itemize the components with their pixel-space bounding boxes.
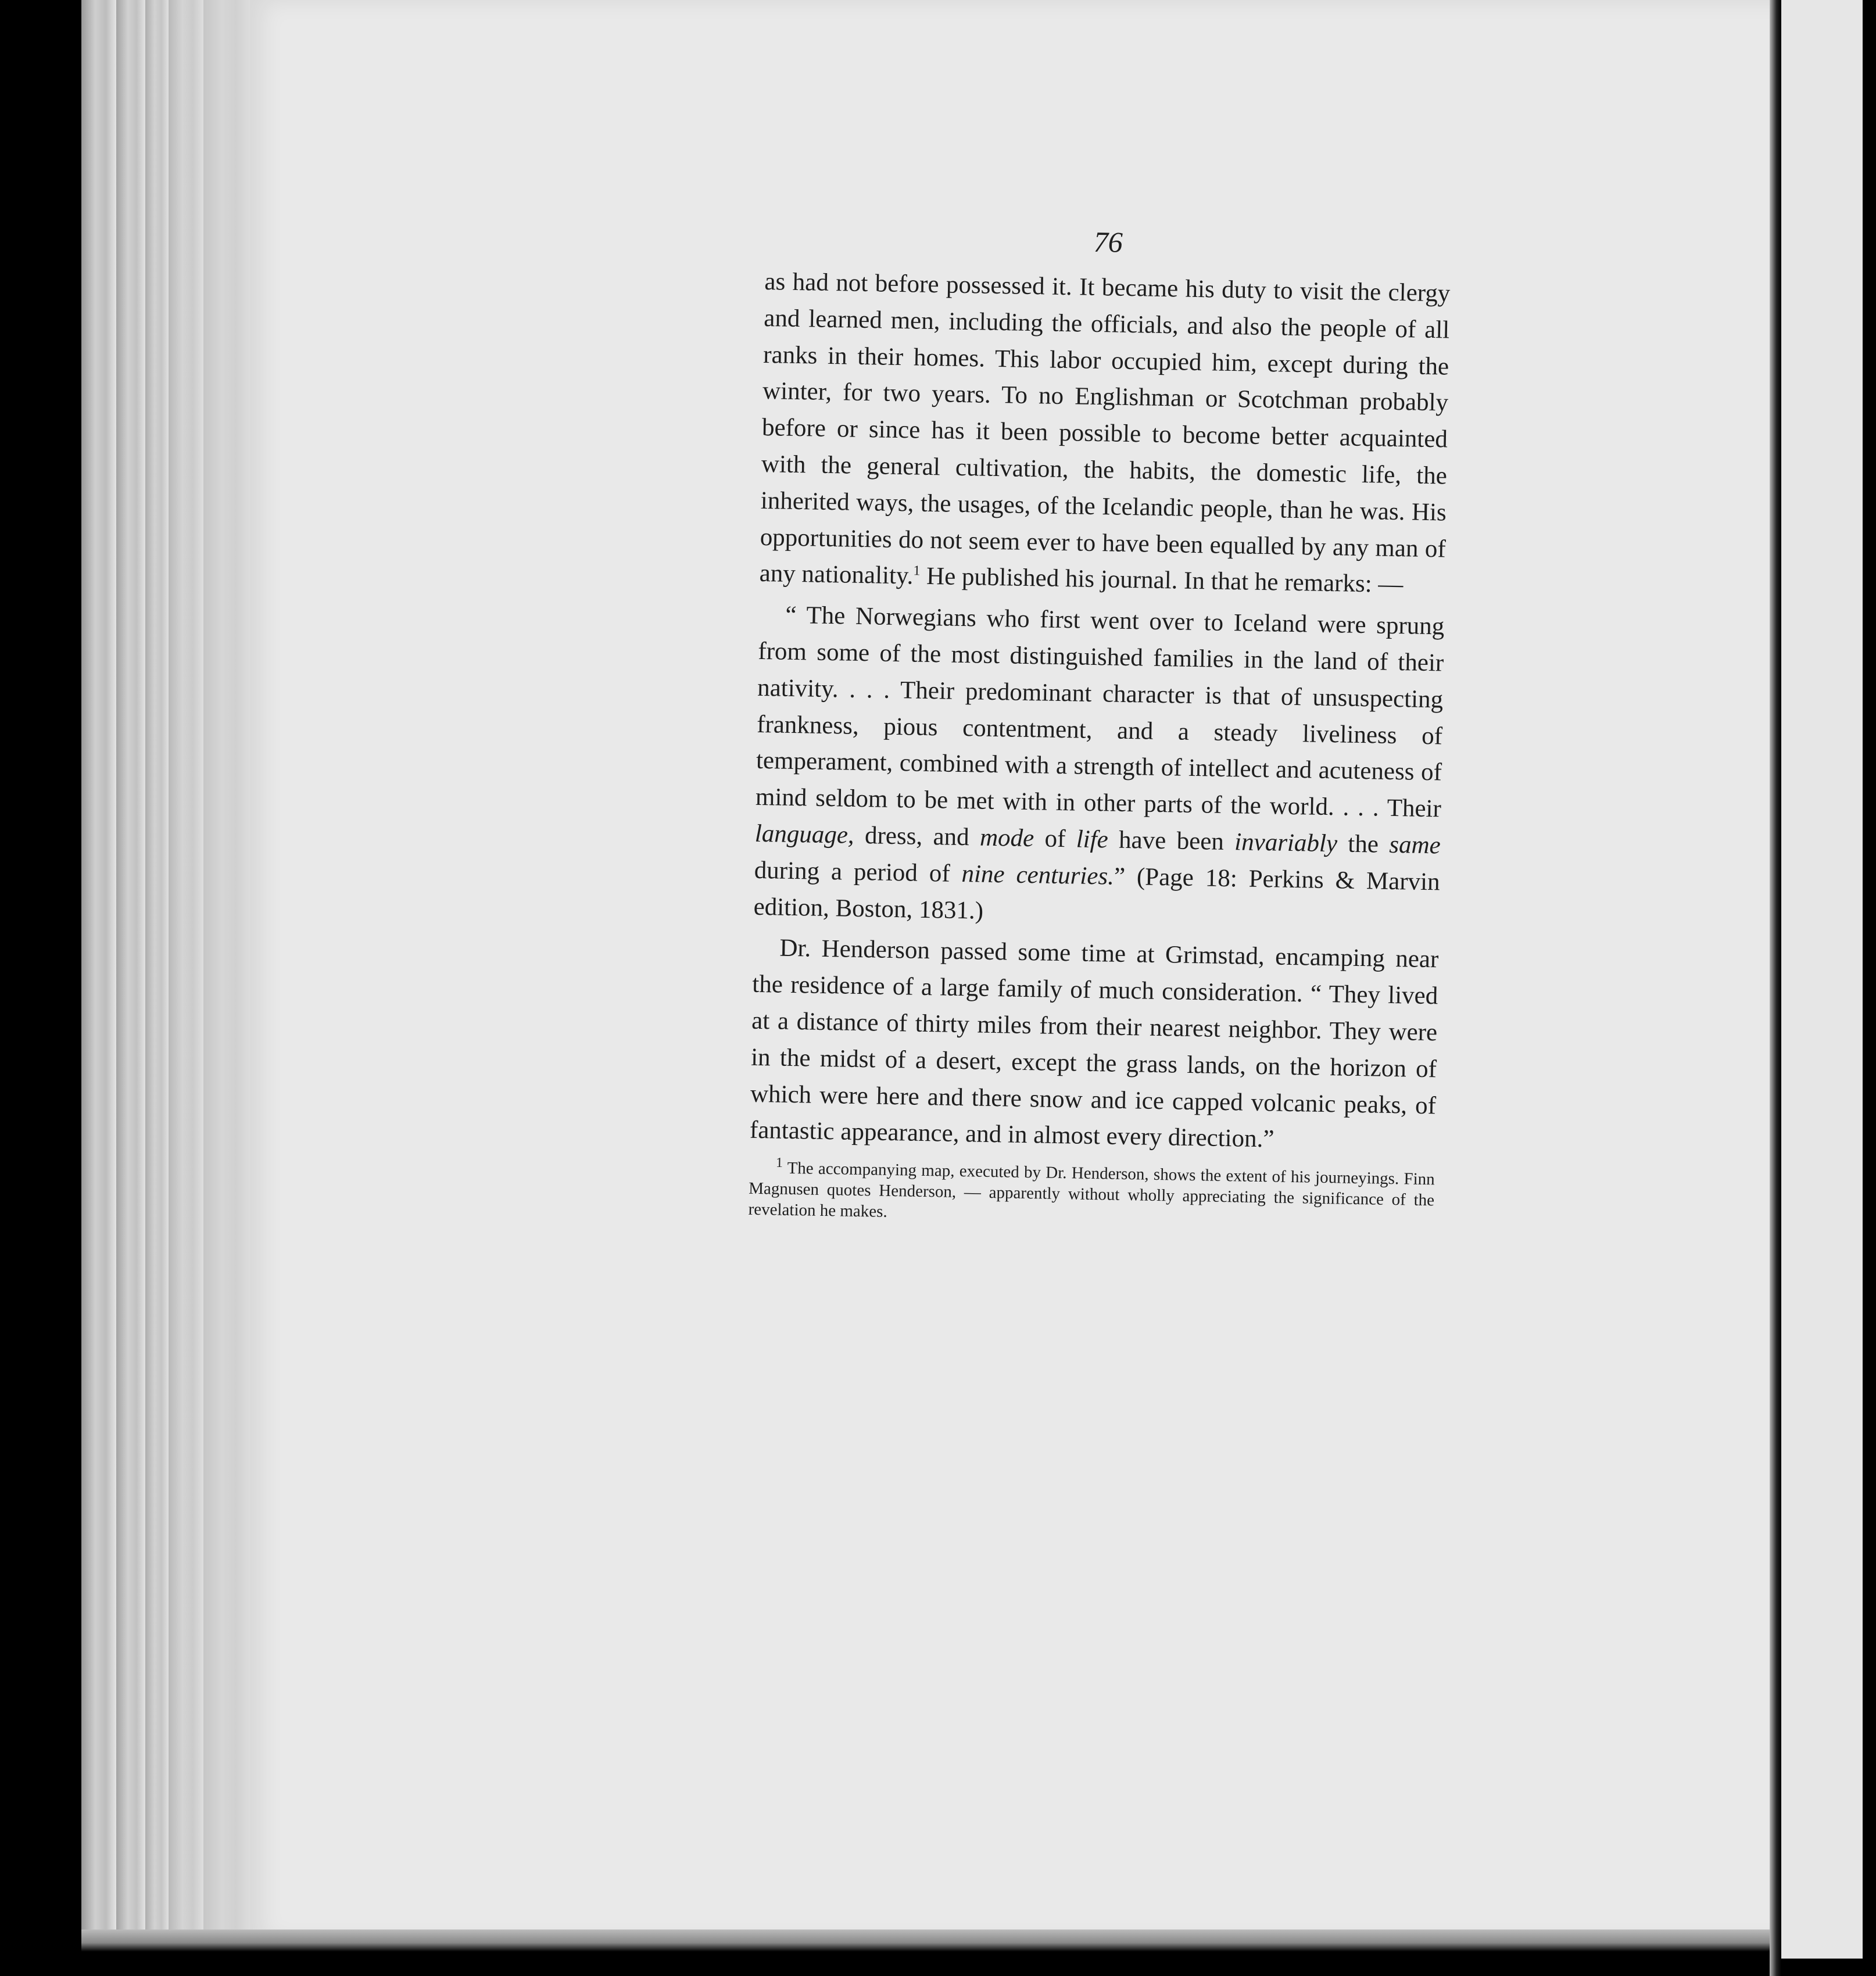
page-bottom-edge xyxy=(81,1930,1778,1952)
page-stack-edge xyxy=(203,0,250,1935)
page-text xyxy=(748,198,1452,1232)
text-run: of xyxy=(1033,825,1077,853)
scan-border xyxy=(1863,0,1876,1976)
text-run: have been xyxy=(1108,826,1235,856)
text-run: dress, and xyxy=(854,821,980,851)
book-gutter xyxy=(1770,0,1781,1976)
paragraph xyxy=(749,930,1438,1161)
page-stack-edge xyxy=(145,0,169,1935)
page-stack-edge xyxy=(116,0,145,1935)
paragraph xyxy=(753,597,1445,937)
italic-text: invariably xyxy=(1234,828,1338,858)
text-run: the xyxy=(1337,830,1390,858)
italic-text: language, xyxy=(754,819,855,849)
italic-text: mode xyxy=(979,824,1034,853)
text-run: during a period of xyxy=(754,856,962,887)
text-run: as had not before possessed it. It became his duty to visit the clergy and learned men, including the officials, and also the people of all ranks in their homes. This labor occupied him, except during the winter, for two years. To no Englishman or Scotchman probably before or since has it been possible to become better acquainted with the general cultivation, the habits, the domestic life, the inherited ways, the usages, of the Icelandic people, than he was. His opportunities do not seem ever to have been equalled by any man of any nationality. xyxy=(759,267,1451,590)
italic-text: same xyxy=(1388,831,1441,860)
footnote-marker: 1 xyxy=(775,1155,783,1171)
page-stack-edge xyxy=(169,0,203,1935)
italic-text: nine centuries. xyxy=(961,860,1115,890)
page-stack-edge xyxy=(81,0,116,1935)
text-run: ” (Page 18: Perkins & Marvin edition, Boston, 1831.) xyxy=(753,862,1441,925)
page-number: 76 xyxy=(1093,225,1123,259)
italic-text: life xyxy=(1076,825,1109,854)
footnote-reference: 1 xyxy=(913,563,921,579)
text-run: He published his journal. In that he remarks: — xyxy=(919,563,1404,599)
facing-page-edge xyxy=(1781,0,1863,1959)
text-run: “ The Norwegians who first went over to Iceland were sprung from some of the most distinguished families in the land of their nativity. . . . Their predominant character is that of unsuspecting frankness, pious contentment, and a steady liveliness of temperament, combined with a strength of intellect and acuteness of mind seldom to be met with in other parts of the world. . . . Their xyxy=(755,601,1445,823)
paragraph xyxy=(759,264,1451,604)
footnote xyxy=(748,1157,1435,1232)
text-run: Dr. Henderson passed some time at Grimstad, encamping near the residence of a large family of much consideration. “ They lived at a distance of thirty miles from their nearest neighbor. They were in the midst of a desert, except the grass lands, on the horizon of which were here and there snow and ice capped volcanic peaks, of fantastic appearance, and in almost every direction.” xyxy=(749,934,1439,1153)
footnote-text: The accompanying map, executed by Dr. Henderson, shows the extent of his journeyings. Finn Magnusen quotes Henderson, — apparently without wholly appreciating the significance of the revelation he makes. xyxy=(748,1159,1435,1222)
body-text xyxy=(749,264,1450,1161)
